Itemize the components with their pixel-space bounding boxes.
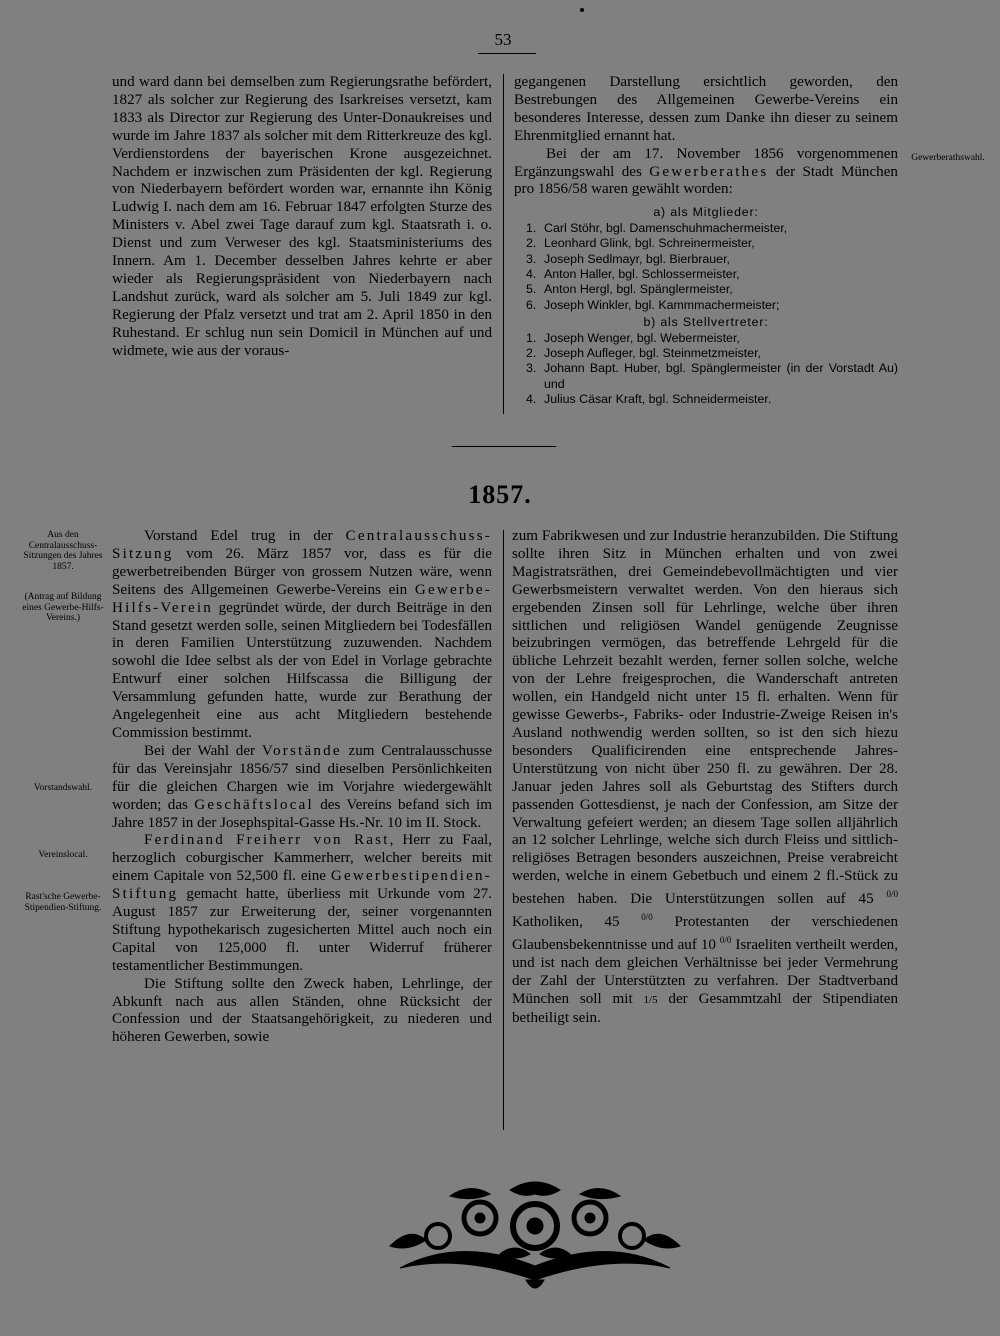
text-span: des Vereins befand sich im Jahre 1857 in der Josephspital-Gasse Hs.-Nr. 10 im II. Stock. <box>112 796 492 831</box>
lower-right-column <box>512 528 898 1028</box>
list-text: Joseph Wenger, bgl. Webermeister, <box>544 330 740 345</box>
list-item <box>514 282 898 297</box>
text-span: Bei der Wahl der <box>144 742 262 759</box>
paragraph-rast <box>112 832 492 975</box>
column-divider-bottom <box>503 530 504 1130</box>
text-span: Bei der am 17. November 1856 vorgenommenen Ergänzungswahl des <box>514 145 898 180</box>
page-dot <box>580 8 584 12</box>
spaced-term: Gewerbestipendien-Stiftung <box>112 868 492 903</box>
list-text: Julius Cäsar Kraft, bgl. Schneidermeister. <box>544 392 772 407</box>
text-span: gegründet würde, der durch Beiträge in den Stand gesetzt werden solle, seinen Mitgliedern bei Todesfällen in deren Familien Unterstützung zuzuwenden. Nachdem sowohl die Idee selbst als der von Edel in Vorlage gebrachte Entwurf einer solchen Hilfscassa die Billigung der Versammlung gefunden hatte, wurde zur Berathung der Angelegenheit eine aus acht Mitgliedern bestehende Commission bestimmt. <box>112 599 492 741</box>
list-item <box>514 361 898 392</box>
list-item <box>514 252 898 267</box>
fraction: 1/5 <box>643 993 658 1006</box>
paragraph-vorstandswahl <box>112 743 492 833</box>
lower-left-column <box>112 528 492 1047</box>
council-list <box>514 205 898 407</box>
list-item <box>514 236 898 251</box>
text-span: Israeliten vertheilt werden, und ist nach dem gleichen Verhältnisse bei jeder Vermehrung der Zahl der Unterstützten zu verfahren. Der Stadtverband München soll mit <box>512 937 898 1007</box>
list-item <box>514 331 898 346</box>
text-span: Protestanten der verschiedenen Glaubensbekenntnisse und auf 10 <box>512 914 898 954</box>
list-number: 1. <box>526 220 537 235</box>
paragraph-stiftung: Die Stiftung sollte den Zweck haben, Lehrlinge, der Abkunft nach aus allen Ständen, ohne Rücksicht der Confession und der Staatsangehörigkeit, zu niederen und höheren Gewerben, sowie <box>112 975 492 1046</box>
list-item <box>514 346 898 361</box>
text-span: der Stadt München pro 1856/58 waren gewählt worden: <box>514 163 898 198</box>
spaced-term: Geschäftslocal <box>194 796 314 813</box>
list-text: Johann Bapt. Huber, bgl. Spänglermeister (in der Vorstadt Au) und <box>544 361 898 391</box>
list-number: 6. <box>526 297 537 312</box>
margin-note-verein: Vereinslocal. <box>38 850 88 860</box>
margin-note-vorstand: Vorstandswahl. <box>33 783 93 793</box>
list-item <box>514 221 898 236</box>
margin-note-gewerberath: Gewerberathswahl. <box>911 153 985 163</box>
floral-ornament-icon <box>380 1176 690 1296</box>
top-left-paragraph: und ward dann bei demselben zum Regierungsrathe befördert, 1827 als solcher zur Regierung des Isarkreises versetzt, kam 1833 als Director zur Regierung des Unter-Donaukreises und wurde im Jahre 1837 als solcher mit dem Ritterkreuze des kgl. Verdienstordens der bayerischen Krone ausgezeichnet. Nachdem er inzwischen zum Präsidenten der kgl. Regierung von Niederbayern befördert worden war, ernannte ihn König Ludwig I. nach dem am 16. Februar 1847 erfolgten Sturze des Ministers v. Abel zwei Tage darauf zum kgl. Staatsrath i. o. Dienst und zum Verweser des kgl. Staatsministeriums des Innern. Am 1. December desselben Jahres kehrte er aber wieder als Regierungspräsident von Niederbayern nach Landshut zurück, ward als solcher am 5. Juli 1849 zur kgl. Regierung der Pfalz versetzt und trat am 2. April 1850 in den Ruhestand. Er schlug nun sein Domicil in München auf und widmete, wie aus der voraus- <box>112 74 492 359</box>
list-item <box>514 392 898 407</box>
spaced-term: Vorstände <box>261 742 342 759</box>
paragraph-stiftung-cont <box>512 528 898 1028</box>
text-span: zum Fabrikwesen und zur Industrie heranzubilden. Die Stiftung sollte ihren Sitz in München erhalten und von zwei Magistratsräthen, drei Gemeindebevollmächtigten und vier Gewerbsmeistern verwaltet werden. Von den hieraus sich ergebenden Zinsen soll für Lehrlinge, welche über ihren sittlichen und religiösen Wandel genügende Zeugnisse beizubringen vermögen, das betreffende Lehrgeld für die übliche Lehrzeit bezahlt werden, ferner sollen solche, welche von der Lehre freigesprochen, die Wanderschaft antreten wollen, ein Handgeld nicht unter 15 fl. erhalten. Wenn für gewisse Gewerbs-, Fabriks- oder Industrie-Zweige Reisen in's Ausland nothwendig werden sollten, so ist den sich hiezu besonders Qualificirenden eine entsprechende Jahres-Unterstützung von nicht über 250 fl. zu gewähren. Der 28. Januar jeden Jahres soll als Geburtstag des Stifters durch passenden Gottesdienst, je nach der Confession, am Sitze der Verwaltung gefeiert werden; an diesem Tage sollen alljährlich an 12 solcher Lehrlinge, welche sich durch Fleiss und sittlich-religiöses Betragen besonders auszeichnen, Preise verabreicht werden, welche in einem Gebetbuch und einem 2 fl.-Stück zu bestehen haben. Die Unterstützungen sollen auf 45 <box>512 528 898 908</box>
margin-note-rast: Rast'sche Gewerbe-Stipendien-Stiftung. <box>24 892 102 913</box>
list-number: 1. <box>526 330 537 345</box>
list-number: 3. <box>526 361 537 376</box>
year-heading: 1857. <box>468 480 532 509</box>
top-right-column <box>514 74 898 408</box>
deputies-heading: b) als Stellvertreter: <box>643 315 769 330</box>
list-number: 5. <box>526 282 537 297</box>
text-span: zum Centralausschusse für das Vereinsjahr 1856/57 sind dieselben Persönlichkeiten für die gleichen Chargen wie im Vorjahre wiedergewählt worden; das <box>112 742 492 813</box>
top-left-column <box>112 74 492 361</box>
top-right-paragraph-2 <box>514 146 898 200</box>
list-text: Carl Stöhr, bgl. Damenschuhmachermeister, <box>544 220 788 235</box>
text-span: der Gesammtzahl der Stipendiaten betheiligt sein. <box>512 990 898 1026</box>
spaced-term: Gewerberathes <box>649 163 769 180</box>
list-number: 4. <box>526 266 537 281</box>
paragraph-hilfsverein <box>112 528 492 743</box>
percent-sign: 0/0 <box>641 912 653 923</box>
margin-note-antrag: (Antrag auf Bildung eines Gewerbe-Hilfs-Vereins.) <box>22 592 104 623</box>
list-item <box>514 267 898 282</box>
text-span: vom 26. März 1857 vor, dass es für die gewerbetreibenden Bürger von grossem Nutzen wäre, wenn Seitens des Allgemeinen Gewerbe-Vereins ein <box>112 545 492 598</box>
list-number: 2. <box>526 236 537 251</box>
spaced-term: Centralausschuss-Sitzung <box>112 528 492 562</box>
percent-sign: 0/0 <box>719 935 732 945</box>
section-separator <box>452 446 556 447</box>
page-number: 53 <box>494 30 512 49</box>
list-number: 3. <box>526 251 537 266</box>
members-heading: a) als Mitglieder: <box>653 205 759 220</box>
list-number: 4. <box>526 392 537 407</box>
spaced-term: Gewerbe-Hilfs-Verein <box>112 581 492 616</box>
text-span: Katholiken, 45 <box>512 914 642 931</box>
top-right-paragraph-1: gegangenen Darstellung ersichtlich geworden, den Bestrebungen des Allgemeinen Gewerbe-Vereins ein besonderes Interesse, dessen zum Danke ihn dieser zu seinem Ehrenmitglied ernannt hat. <box>514 74 898 144</box>
margin-note-central: Aus den Centralausschuss-Sitzungen des Jahres 1857. <box>23 530 103 572</box>
list-text: Joseph Aufleger, bgl. Steinmetzmeister, <box>544 346 761 360</box>
page-number-rule <box>478 53 536 54</box>
text-span: , Herr zu Faal, herzoglich coburgischer Kammerherr, welcher bereits mit einem Capitale von 52,500 fl. eine <box>112 832 492 885</box>
list-text: Anton Hergl, bgl. Spänglermeister, <box>544 282 733 297</box>
list-text: Anton Haller, bgl. Schlossermeister, <box>544 266 740 281</box>
list-text: Joseph Winkler, bgl. Kammmachermeister; <box>544 297 780 312</box>
list-text: Joseph Sedlmayr, bgl. Bierbrauer, <box>544 251 730 266</box>
list-text: Leonhard Glink, bgl. Schreinermeister, <box>544 236 755 251</box>
list-item <box>514 298 898 313</box>
text-span: Vorstand Edel trug in der <box>144 528 346 544</box>
text-span: gemacht hatte, überliess mit Urkunde vom 27. August 1857 zur Erweiterung der, seiner vorgenannten Stiftung hypothekarisch zugesicherten Mittel auch noch ein Capital von 125,000 fl. unter Widerruf früherer testamentlicher Bestimmungen. <box>112 886 492 974</box>
spaced-term: Ferdinand Freiherr von Rast <box>144 832 390 849</box>
percent-sign: 0/0 <box>886 889 898 900</box>
column-divider-top <box>503 74 504 414</box>
list-number: 2. <box>526 346 537 360</box>
